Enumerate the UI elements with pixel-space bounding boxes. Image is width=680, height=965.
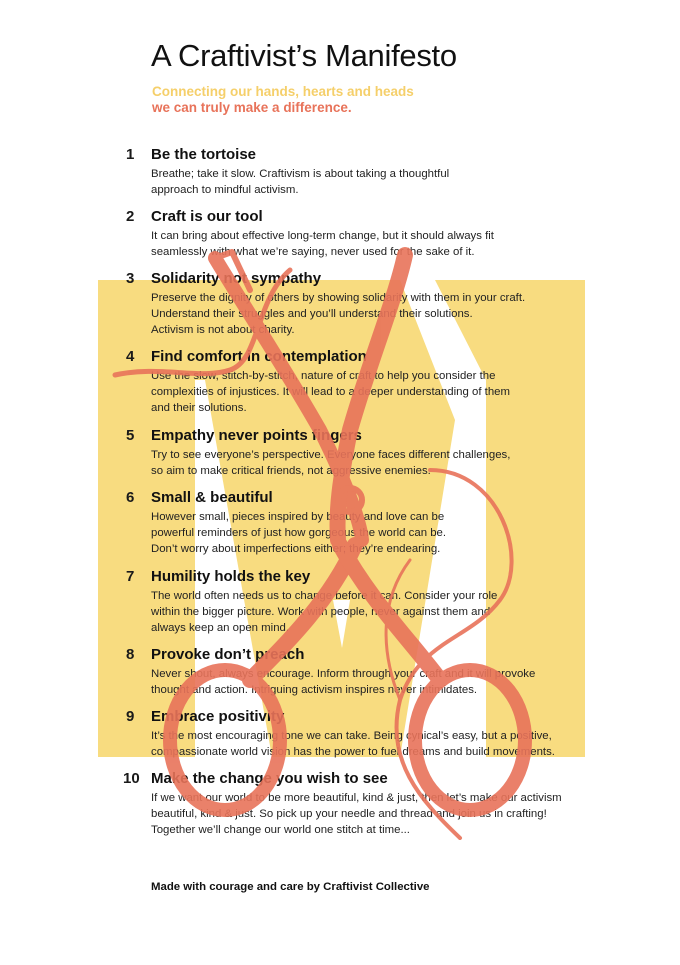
item-heading: Humility holds the key (151, 568, 311, 585)
body-line: It can bring about effective long-term change, but it should always fit (151, 230, 494, 242)
item-body (151, 588, 596, 636)
page-title: A Craftivist’s Manifesto (151, 38, 457, 73)
body-line: complexities of injustices. It will lead to a deeper understanding of them (151, 386, 510, 398)
body-line: Understand their struggles and you’ll understand their solutions. (151, 308, 473, 320)
manifesto-item-8 (126, 646, 596, 698)
subtitle-line-1: Connecting our hands, hearts and heads (152, 84, 414, 99)
manifesto-item-10 (123, 770, 596, 838)
item-heading: Solidarity not sympathy (151, 270, 322, 287)
manifesto-item-7 (126, 568, 596, 636)
item-heading: Be the tortoise (151, 146, 257, 163)
subtitle (152, 84, 414, 116)
body-line: However small, pieces inspired by beauty and love can be (151, 511, 445, 523)
body-line: so aim to make critical friends, not aggressive enemies. (151, 465, 431, 477)
manifesto-item-9 (126, 708, 596, 760)
body-line: thought and action. Intriguing activism inspires never intimidates. (151, 684, 478, 696)
body-line: Try to see everyone’s perspective. Everyone faces different challenges, (151, 449, 511, 461)
item-body (151, 166, 596, 198)
body-line: and their solutions. (151, 402, 247, 414)
manifesto-item-1 (126, 146, 596, 198)
body-line: Preserve the dignity of others by showing solidarity with them in your craft. (151, 292, 526, 304)
item-number: 6 (126, 489, 135, 506)
item-number: 10 (123, 770, 140, 787)
body-line: compassionate world vision has the power to fuel dreams and build movements. (151, 746, 555, 758)
manifesto-item-4 (126, 348, 596, 416)
manifesto-item-3 (126, 270, 596, 338)
subtitle-line-2: we can truly make a difference. (152, 100, 352, 115)
item-heading: Provoke don’t preach (151, 646, 305, 663)
body-line: seamlessly with what we’re saying, never used for the sake of it. (151, 246, 475, 258)
body-line: Breathe; take it slow. Craftivism is about taking a thoughtful (151, 168, 450, 180)
item-body (151, 666, 596, 698)
item-body (151, 728, 596, 760)
body-line: Use the slow, stitch-by-stitch, nature of craft to help you consider the (151, 370, 496, 382)
body-line: always keep an open mind. (151, 622, 290, 634)
item-body (151, 447, 596, 479)
item-body (151, 290, 596, 338)
footer-credit: Made with courage and care by Craftivist Collective (151, 881, 430, 893)
body-line: beautiful, kind & just. So pick up your needle and thread and join us in crafting! (151, 808, 547, 820)
item-heading: Empathy never points fingers (151, 427, 362, 444)
body-line: Don’t worry about imperfections either; they’re endearing. (151, 543, 441, 555)
item-number: 9 (126, 708, 135, 725)
manifesto-item-5 (126, 427, 596, 479)
item-heading: Small & beautiful (151, 489, 273, 506)
body-line: approach to mindful activism. (151, 184, 299, 196)
item-heading: Find comfort in contemplation (151, 348, 367, 365)
item-number: 3 (126, 270, 135, 287)
body-line: powerful reminders of just how gorgeous the world can be. (151, 527, 447, 539)
item-body (151, 368, 596, 416)
item-number: 7 (126, 568, 135, 585)
body-line: within the bigger picture. Work with people, never against them and (151, 606, 491, 618)
item-heading: Embrace positivity (151, 708, 285, 725)
body-line: Activism is not about charity. (151, 324, 295, 336)
item-number: 2 (126, 208, 135, 225)
item-body (151, 228, 596, 260)
item-body (151, 509, 596, 557)
manifesto-item-6 (126, 489, 596, 557)
manifesto-item-2 (126, 208, 596, 260)
item-heading: Craft is our tool (151, 208, 263, 225)
body-line: If we want our world to be more beautiful, kind & just, then let’s make our activism (151, 792, 562, 804)
body-line: The world often needs us to change before it can. Consider your role (151, 590, 498, 602)
item-heading: Make the change you wish to see (151, 770, 388, 787)
item-body (151, 790, 596, 838)
body-line: Together we’ll change our world one stitch at time... (151, 824, 410, 836)
item-number: 5 (126, 427, 135, 444)
item-number: 1 (126, 146, 135, 163)
body-line: Never shout, always encourage. Inform through your craft and it will provoke (151, 668, 536, 680)
item-number: 4 (126, 348, 135, 365)
item-number: 8 (126, 646, 135, 663)
body-line: It’s the most encouraging tone we can take. Being cynical’s easy, but a positive, (151, 730, 552, 742)
